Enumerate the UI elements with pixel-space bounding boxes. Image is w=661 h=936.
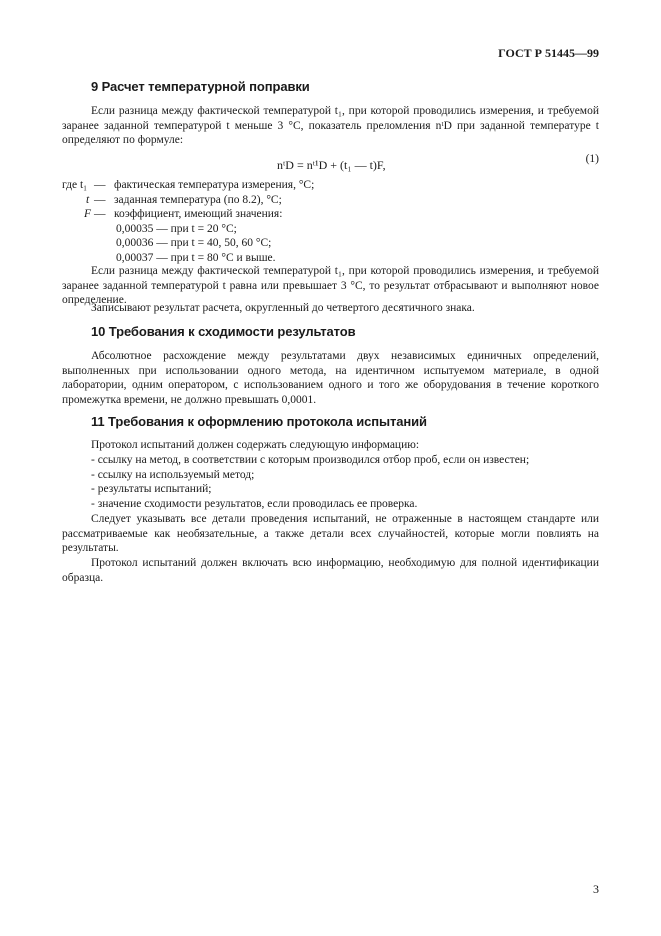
section-9-paragraph-3: Записывают результат расчета, округленный до четвертого десятичного знака.: [91, 302, 475, 314]
coefficient-value: 0,00035 — при t = 20 °С;: [116, 222, 237, 235]
where-term: F: [84, 208, 92, 221]
section-11-paragraph-3: Протокол испытаний должен включать всю информацию, необходимую для полной идентификации образца.: [62, 557, 599, 584]
section-9-title: 9 Расчет температурной поправки: [91, 79, 310, 94]
document-id-header: ГОСТ Р 51445—99: [498, 46, 599, 60]
formula-number: (1): [585, 153, 599, 165]
section-11-paragraph-2: Следует указывать все детали проведения испытаний, не отраженные в настоящем стандарте или рассматриваемые как необязательные, а также детали всех случайностей, которые могли повлиять на результаты.: [62, 513, 599, 555]
where-term: где t₁: [62, 179, 88, 191]
protocol-items-list: [91, 453, 611, 511]
where-dash: —: [94, 179, 106, 191]
where-definition: фактическая температура измерения, °С;: [114, 179, 315, 191]
where-term: t: [86, 193, 90, 206]
section-10-title: 10 Требования к сходимости результатов: [91, 324, 356, 339]
where-item: [62, 207, 602, 222]
value-item: [62, 222, 602, 237]
where-dash: —: [94, 208, 106, 221]
where-list: [62, 178, 602, 266]
section-9-paragraph-2: Если разница между фактической температурой t₁, при которой проводились измерения, и требуемой заранее заданной температурой t равна или превышает 3 °С, то результат отбрасывают и выполняют новое определение.: [62, 265, 599, 307]
section-11-intro: Протокол испытаний должен содержать следующую информацию:: [91, 439, 420, 451]
coefficient-value: 0,00037 — при t = 80 °С и выше.: [116, 251, 276, 264]
list-item: - результаты испытаний;: [91, 483, 212, 496]
list-item: - ссылку на используемый метод;: [91, 468, 255, 481]
where-definition: коэффициент, имеющий значения:: [114, 208, 283, 221]
page-number: 3: [593, 882, 599, 896]
where-dash: —: [94, 193, 106, 206]
formula-1: nᵗD = nᵗ¹D + (t₁ — t)F,: [277, 158, 386, 172]
coefficient-value: 0,00036 — при t = 40, 50, 60 °С;: [116, 237, 272, 250]
where-item: [62, 178, 602, 193]
section-10-paragraph-1: Абсолютное расхождение между результатами двух независимых единичных определений, выполненных при использовании одного метода, на идентичном испытуемом материале, в одной лаборатории, одним оператором, с использованием одного и того же оборудования в течение короткого промежутка времени, не должно превышать 0,0001.: [62, 350, 599, 406]
list-item: - значение сходимости результатов, если проводилась ее проверка.: [91, 497, 418, 510]
where-item: [62, 193, 602, 208]
where-definition: заданная температура (по 8.2), °С;: [114, 193, 282, 206]
value-item: [62, 236, 602, 251]
list-item: - ссылку на метод, в соответствии с которым производился отбор проб, если он известен;: [91, 454, 530, 466]
section-11-title: 11 Требования к оформлению протокола испытаний: [91, 414, 427, 429]
section-9-paragraph-1: Если разница между фактической температурой t₁, при которой проводились измерения, и требуемой заранее заданной температурой t меньше 3 °С, показатель преломления nᵗD при заданной температуре t определяют по формуле:: [62, 105, 599, 147]
